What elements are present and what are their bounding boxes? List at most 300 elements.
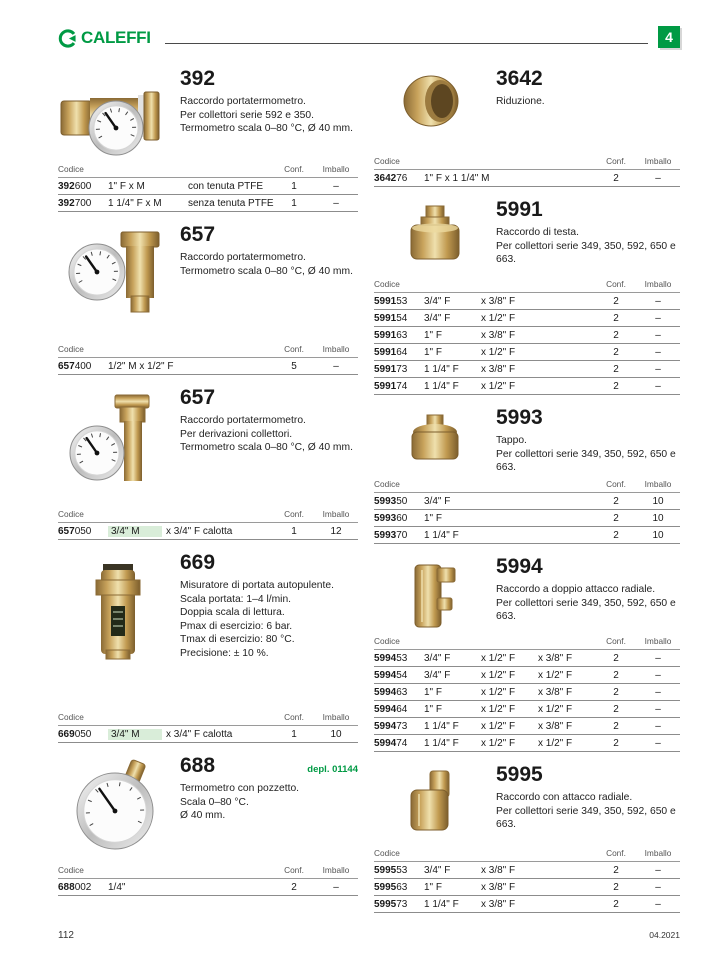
- conf-value: 2: [613, 364, 619, 375]
- size-specs: [108, 198, 274, 209]
- conf-value: 2: [613, 899, 619, 910]
- table-header: [58, 164, 358, 178]
- description-line: Doppia scala di lettura.: [180, 607, 285, 619]
- description-line: Scala 0–80 °C.: [180, 796, 249, 808]
- description-line: Per derivazioni collettori.: [180, 428, 293, 440]
- table-row: [374, 879, 680, 896]
- description-line: Raccordo con attacco radiale.: [496, 792, 633, 803]
- flow-meter-photo: [58, 552, 180, 712]
- product-block-688: [58, 755, 358, 896]
- imballo-header: Imballo: [644, 279, 672, 289]
- product-code: 599463: [374, 687, 408, 698]
- conf-value: 2: [613, 496, 619, 507]
- product-code: 599563: [374, 882, 408, 893]
- conf-value: 2: [613, 347, 619, 358]
- imballo-header: Imballo: [322, 509, 350, 519]
- section-number-badge: 4: [658, 26, 680, 48]
- description-line: Termometro scala 0–80 °C, Ø 40 mm.: [180, 265, 353, 277]
- page-footer: [58, 930, 680, 941]
- size-specs: [424, 173, 596, 184]
- conf-value: 1: [291, 198, 297, 209]
- table-row: [374, 650, 680, 667]
- size-specs: [424, 738, 596, 749]
- product-block-657b: [58, 387, 358, 540]
- product-code: 688002: [58, 882, 92, 893]
- imballo-value: 10: [652, 513, 664, 524]
- table-header: [58, 865, 358, 879]
- size-spec: x 3/4" F calotta: [166, 526, 233, 537]
- product-description: [180, 251, 358, 278]
- product-table: [58, 712, 358, 743]
- codice-header: Codice: [374, 156, 400, 166]
- size-spec: x 1/2" F: [481, 687, 516, 698]
- description-line: Scala portata: 1–4 l/min.: [180, 593, 292, 605]
- product-code: 599154: [374, 313, 408, 324]
- table-header: [374, 848, 680, 862]
- product-code: 364276: [374, 173, 408, 184]
- size-spec: x 1/2" F: [538, 670, 573, 681]
- product-table: [374, 279, 680, 395]
- description-line: Riduzione.: [496, 96, 545, 107]
- table-header: [58, 712, 358, 726]
- product-description: [180, 414, 358, 455]
- conf-header: Conf.: [284, 712, 304, 722]
- conf-header: Conf.: [606, 156, 626, 166]
- imballo-value: 10: [330, 729, 342, 740]
- product-title: 5993: [496, 406, 543, 429]
- product-info: [180, 224, 358, 344]
- conf-header: Conf.: [284, 164, 304, 174]
- size-spec: x 3/8" F: [481, 330, 516, 341]
- conf-value: 2: [613, 513, 619, 524]
- product-title: 657: [180, 386, 216, 409]
- product-info: [180, 387, 358, 509]
- imballo-header: Imballo: [644, 848, 672, 858]
- product-block-392: [58, 68, 358, 212]
- imballo-value: 10: [652, 530, 664, 541]
- product-code: 599153: [374, 296, 408, 307]
- table-header: [58, 509, 358, 523]
- conf-header: Conf.: [284, 344, 304, 354]
- description-line: Raccordo a doppio attacco radiale.: [496, 584, 656, 595]
- table-row: [374, 510, 680, 527]
- size-spec: 3/4" F: [424, 865, 451, 876]
- conf-value: 2: [613, 313, 619, 324]
- conf-value: 1: [291, 526, 297, 537]
- double-radial-fitting-photo: [374, 556, 496, 636]
- description-line: Precisione: ± 10 %.: [180, 647, 269, 659]
- size-specs: [424, 704, 596, 715]
- table-row: [374, 684, 680, 701]
- size-spec: 1" F: [424, 882, 442, 893]
- leaflet-badge: depl. 01144: [307, 764, 358, 775]
- size-specs: [424, 364, 596, 375]
- table-header: [58, 344, 358, 358]
- conf-value: 2: [613, 721, 619, 732]
- right-column: [374, 68, 680, 925]
- product-description: [496, 434, 680, 475]
- product-code: 657050: [58, 526, 92, 537]
- description-line: Tappo.: [496, 435, 527, 446]
- imballo-value: –: [655, 381, 661, 392]
- size-spec: x 1/2" F: [481, 653, 516, 664]
- size-spec: x 1/2" F: [481, 313, 516, 324]
- product-table: [374, 479, 680, 544]
- imballo-value: 10: [652, 496, 664, 507]
- size-specs: [424, 670, 596, 681]
- imballo-value: –: [655, 653, 661, 664]
- size-specs: [424, 296, 596, 307]
- conf-header: Conf.: [606, 848, 626, 858]
- product-code: 599370: [374, 530, 408, 541]
- imballo-value: –: [655, 687, 661, 698]
- product-code: 599464: [374, 704, 408, 715]
- size-spec: x 1/2" F: [538, 738, 573, 749]
- imballo-value: –: [333, 882, 339, 893]
- table-row: [374, 327, 680, 344]
- table-header: [374, 479, 680, 493]
- product-code: 392700: [58, 198, 92, 209]
- conf-value: 2: [613, 330, 619, 341]
- size-spec: 1/4": [108, 882, 126, 893]
- product-title: 5991: [496, 198, 543, 221]
- description-line: Per collettori serie 592 e 350.: [180, 109, 314, 121]
- imballo-value: –: [655, 173, 661, 184]
- description-line: Raccordo portatermometro.: [180, 252, 306, 263]
- size-spec: x 1/2" F: [538, 704, 573, 715]
- conf-header: Conf.: [284, 509, 304, 519]
- imballo-header: Imballo: [644, 156, 672, 166]
- imballo-value: –: [333, 198, 339, 209]
- imballo-value: –: [655, 704, 661, 715]
- product-info: [496, 199, 680, 279]
- conf-value: 2: [613, 882, 619, 893]
- product-title: 3642: [496, 67, 543, 90]
- size-spec: x 3/8" F: [538, 687, 573, 698]
- conf-value: 2: [613, 530, 619, 541]
- product-code: 599360: [374, 513, 408, 524]
- imballo-header: Imballo: [322, 865, 350, 875]
- brand-name: CALEFFI: [81, 28, 151, 47]
- size-specs: [108, 526, 274, 537]
- size-specs: [424, 313, 596, 324]
- size-spec: 3/4" F: [424, 296, 451, 307]
- codice-header: Codice: [58, 865, 84, 875]
- size-spec: 1/2" M x 1/2" F: [108, 361, 174, 372]
- size-spec: 3/4" F: [424, 653, 451, 664]
- product-description: [180, 579, 358, 660]
- product-table: [58, 344, 358, 375]
- product-code: 599473: [374, 721, 408, 732]
- size-spec: x 3/8" F: [481, 865, 516, 876]
- product-description: [496, 583, 680, 624]
- product-info: [180, 755, 358, 865]
- size-spec: 3/4" F: [424, 670, 451, 681]
- product-title: 5995: [496, 763, 543, 786]
- codice-header: Codice: [58, 164, 84, 174]
- description-line: Termometro scala 0–80 °C, Ø 40 mm.: [180, 442, 353, 454]
- table-row: [374, 701, 680, 718]
- imballo-header: Imballo: [322, 164, 350, 174]
- imballo-value: –: [655, 296, 661, 307]
- thermometer-fitting-photo: [58, 224, 180, 344]
- codice-header: Codice: [374, 279, 400, 289]
- table-row: [374, 493, 680, 510]
- size-spec: 1 1/4" F: [424, 381, 459, 392]
- size-spec: x 3/8" F: [481, 899, 516, 910]
- cap-photo: [374, 407, 496, 479]
- product-table: [58, 164, 358, 212]
- imballo-value: –: [333, 181, 339, 192]
- size-spec: 1" F: [424, 347, 442, 358]
- product-title: 5994: [496, 555, 543, 578]
- size-spec: x 3/8" F: [481, 296, 516, 307]
- caleffi-logo: [58, 28, 151, 48]
- product-title: 657: [180, 223, 216, 246]
- imballo-value: –: [655, 330, 661, 341]
- product-title: 688: [180, 754, 216, 777]
- imballo-value: –: [655, 882, 661, 893]
- size-specs: [424, 496, 596, 507]
- product-code: 599553: [374, 865, 408, 876]
- conf-value: 1: [291, 181, 297, 192]
- product-info: [496, 556, 680, 636]
- table-row: [58, 879, 358, 896]
- table-row: [58, 726, 358, 743]
- size-spec: x 3/8" F: [481, 364, 516, 375]
- conf-value: 2: [613, 381, 619, 392]
- size-specs: [424, 721, 596, 732]
- conf-value: 2: [613, 738, 619, 749]
- product-code: 599454: [374, 670, 408, 681]
- size-spec: 3/4" M: [108, 526, 162, 537]
- thermometer-branch-fitting-photo: [58, 387, 180, 509]
- page-header: [58, 26, 680, 48]
- conf-value: 2: [613, 670, 619, 681]
- product-title: 669: [180, 551, 216, 574]
- table-header: [374, 279, 680, 293]
- product-code: 599474: [374, 738, 408, 749]
- size-specs: [424, 899, 596, 910]
- product-code: 599453: [374, 653, 408, 664]
- table-row: [374, 378, 680, 395]
- codice-header: Codice: [374, 479, 400, 489]
- conf-value: 2: [613, 296, 619, 307]
- table-row: [58, 358, 358, 375]
- product-block-669: [58, 552, 358, 743]
- size-spec: 1 1/4" F: [424, 738, 459, 749]
- page-number: 112: [58, 930, 74, 941]
- conf-value: 5: [291, 361, 297, 372]
- table-row: [58, 178, 358, 195]
- imballo-value: –: [655, 738, 661, 749]
- product-description: [496, 95, 680, 109]
- size-spec: x 1/2" F: [481, 704, 516, 715]
- product-code: 599174: [374, 381, 408, 392]
- product-info: [496, 68, 680, 156]
- thermometer-with-well-photo: [58, 755, 180, 865]
- size-spec: 1" F: [424, 687, 442, 698]
- product-code: 599573: [374, 899, 408, 910]
- description-line: Ø 40 mm.: [180, 810, 226, 822]
- conf-header: Conf.: [284, 865, 304, 875]
- imballo-header: Imballo: [644, 479, 672, 489]
- description-line: Tmax di esercizio: 80 °C.: [180, 634, 295, 646]
- size-spec: x 1/2" F: [481, 721, 516, 732]
- size-specs: [424, 513, 596, 524]
- size-spec: 1" F x 1 1/4" M: [424, 173, 490, 184]
- size-spec: 3/4" F: [424, 496, 451, 507]
- conf-value: 2: [613, 687, 619, 698]
- size-spec: x 3/8" F: [481, 882, 516, 893]
- size-spec: 1 1/4" F: [424, 530, 459, 541]
- imballo-value: –: [655, 865, 661, 876]
- product-code: 599350: [374, 496, 408, 507]
- table-row: [374, 527, 680, 544]
- product-code: 599163: [374, 330, 408, 341]
- product-info: [496, 407, 680, 479]
- variant-note: con tenuta PTFE: [188, 181, 264, 192]
- conf-value: 2: [613, 704, 619, 715]
- product-description: [496, 226, 680, 267]
- product-block-657a: [58, 224, 358, 375]
- size-specs: [424, 530, 596, 541]
- imballo-header: Imballo: [644, 636, 672, 646]
- size-spec: 1 1/4" F: [424, 899, 459, 910]
- description-line: Termometro con pozzetto.: [180, 783, 300, 794]
- product-block-5993: [374, 407, 680, 544]
- description-line: Raccordo di testa.: [496, 227, 579, 238]
- thermometer-union-photo: [58, 68, 180, 164]
- table-row: [374, 718, 680, 735]
- product-info: [496, 764, 680, 848]
- catalog-columns: [58, 68, 680, 925]
- product-block-5995: [374, 764, 680, 913]
- size-specs: [424, 653, 596, 664]
- size-spec: x 1/2" F: [481, 381, 516, 392]
- product-code: 657400: [58, 361, 92, 372]
- size-specs: [424, 687, 596, 698]
- size-spec: x 1/2" F: [481, 347, 516, 358]
- product-table: [58, 865, 358, 896]
- table-row: [374, 361, 680, 378]
- product-info: [180, 552, 358, 712]
- table-row: [58, 523, 358, 540]
- imballo-value: –: [655, 313, 661, 324]
- description-line: Per collettori serie 349, 350, 592, 650 e 663.: [496, 597, 676, 623]
- table-row: [374, 344, 680, 361]
- conf-value: 2: [291, 882, 297, 893]
- head-fitting-photo: [374, 199, 496, 279]
- product-description: [496, 791, 680, 832]
- imballo-value: 12: [330, 526, 342, 537]
- size-spec: 3/4" M: [108, 729, 162, 740]
- imballo-value: –: [655, 347, 661, 358]
- description-line: Raccordo portatermometro.: [180, 415, 306, 426]
- description-line: Per collettori serie 349, 350, 592, 650 e 663.: [496, 448, 676, 474]
- size-spec: 1 1/4" F: [424, 721, 459, 732]
- product-table: [374, 636, 680, 752]
- product-code: 599164: [374, 347, 408, 358]
- size-spec: x 1/2" F: [481, 670, 516, 681]
- size-spec: 1 1/4" F: [424, 364, 459, 375]
- radial-fitting-photo: [374, 764, 496, 848]
- size-specs: [108, 181, 274, 192]
- size-spec: 3/4" F: [424, 313, 451, 324]
- product-table: [374, 848, 680, 913]
- conf-header: Conf.: [606, 636, 626, 646]
- imballo-value: –: [333, 361, 339, 372]
- description-line: Per collettori serie 349, 350, 592, 650 e 663.: [496, 805, 676, 831]
- size-specs: [424, 330, 596, 341]
- size-spec: 1" F x M: [108, 181, 145, 192]
- table-row: [374, 310, 680, 327]
- conf-header: Conf.: [606, 479, 626, 489]
- size-spec: x 3/4" F calotta: [166, 729, 233, 740]
- codice-header: Codice: [374, 848, 400, 858]
- codice-header: Codice: [374, 636, 400, 646]
- conf-value: 2: [613, 865, 619, 876]
- product-block-5991: [374, 199, 680, 395]
- conf-value: 2: [613, 653, 619, 664]
- header-rule: [165, 43, 648, 44]
- codice-header: Codice: [58, 509, 84, 519]
- caleffi-logo-icon: [58, 29, 77, 48]
- imballo-value: –: [655, 670, 661, 681]
- product-description: [180, 95, 358, 136]
- product-description: [180, 782, 358, 823]
- imballo-header: Imballo: [322, 712, 350, 722]
- description-line: Pmax di esercizio: 6 bar.: [180, 620, 293, 632]
- table-header: [374, 636, 680, 650]
- size-spec: 1 1/4" F x M: [108, 198, 162, 209]
- size-specs: [108, 729, 274, 740]
- imballo-header: Imballo: [322, 344, 350, 354]
- product-block-5994: [374, 556, 680, 752]
- conf-value: 1: [291, 729, 297, 740]
- size-spec: 1" F: [424, 513, 442, 524]
- codice-header: Codice: [58, 712, 84, 722]
- product-code: 392600: [58, 181, 92, 192]
- size-spec: 1" F: [424, 330, 442, 341]
- table-row: [374, 735, 680, 752]
- product-code: 669050: [58, 729, 92, 740]
- table-header: [374, 156, 680, 170]
- table-row: [374, 293, 680, 310]
- product-block-3642: [374, 68, 680, 187]
- size-spec: x 3/8" F: [538, 653, 573, 664]
- size-specs: [424, 381, 596, 392]
- size-spec: x 1/2" F: [481, 738, 516, 749]
- product-info: [180, 68, 358, 164]
- variant-note: senza tenuta PTFE: [188, 198, 274, 209]
- edition-date: 04.2021: [649, 930, 680, 940]
- product-code: 599173: [374, 364, 408, 375]
- description-line: Termometro scala 0–80 °C, Ø 40 mm.: [180, 123, 353, 135]
- size-spec: 1" F: [424, 704, 442, 715]
- description-line: Per collettori serie 349, 350, 592, 650 e 663.: [496, 240, 676, 266]
- codice-header: Codice: [58, 344, 84, 354]
- left-column: [58, 68, 358, 925]
- table-row: [58, 195, 358, 212]
- imballo-value: –: [655, 899, 661, 910]
- table-row: [374, 667, 680, 684]
- table-row: [374, 862, 680, 879]
- size-specs: [424, 347, 596, 358]
- size-specs: [424, 865, 596, 876]
- product-table: [374, 156, 680, 187]
- product-title: 392: [180, 67, 216, 90]
